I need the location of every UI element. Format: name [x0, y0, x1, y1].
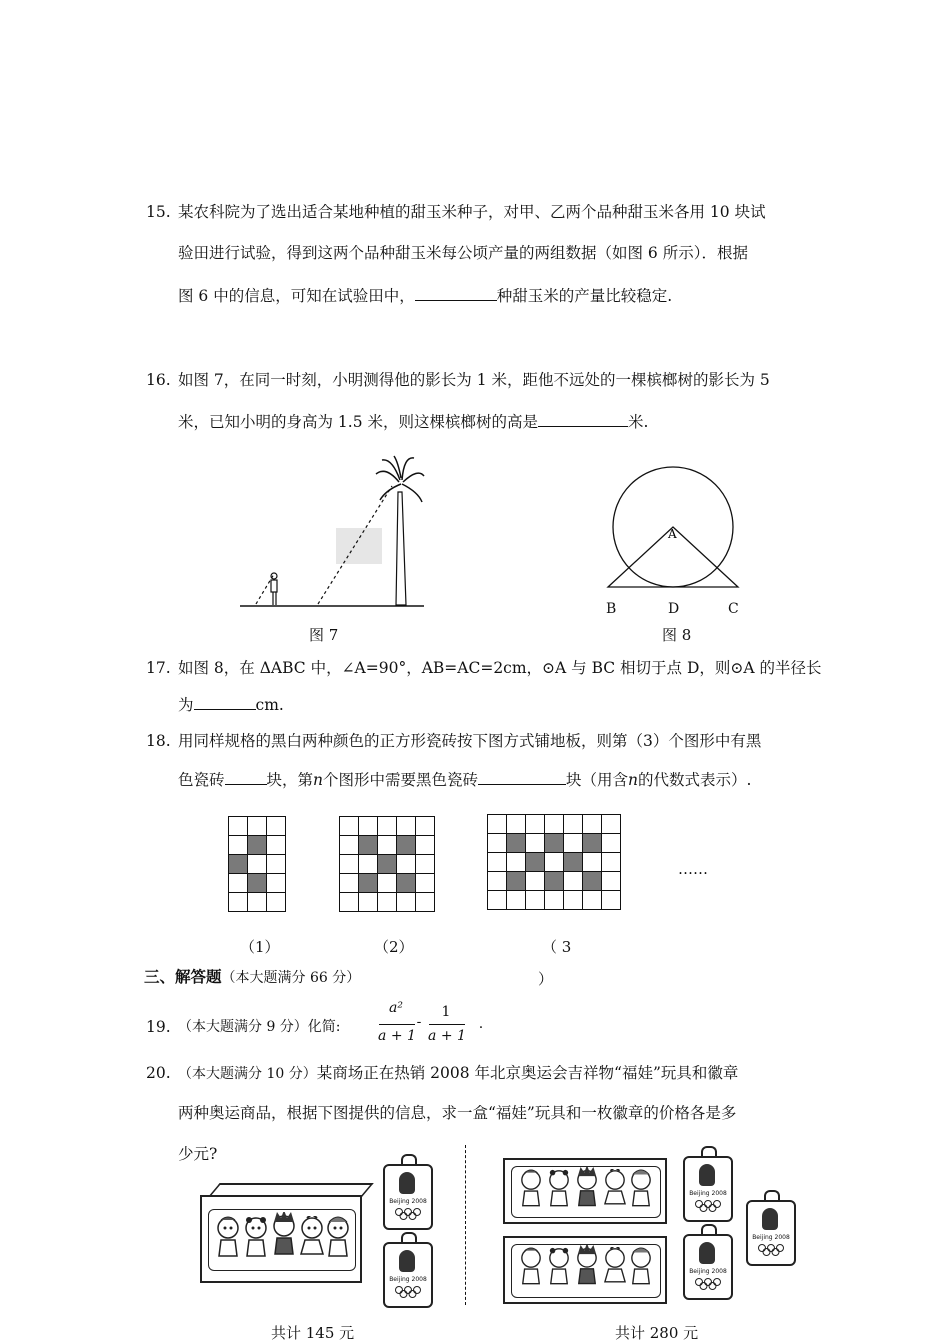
q20-total-left: 共计 145 元 — [271, 1324, 355, 1342]
tile-white — [415, 816, 435, 836]
badge-text: Beijing 2008 — [389, 1276, 427, 1283]
tile-white — [601, 852, 621, 872]
tile-caption-1: （1） — [240, 938, 280, 956]
tile-white — [339, 835, 359, 855]
tile-white — [358, 816, 378, 836]
tile-ellipsis: …… — [678, 860, 708, 878]
q17-line1: 如图 8，在 ΔABC 中，∠A=90°，AB=AC=2cm，⊙A 与 BC 相切于点 D，则⊙A 的半径长 — [178, 659, 822, 677]
tile-white — [415, 873, 435, 893]
badge-text: Beijing 2008 — [752, 1234, 790, 1241]
q15-answer-blank[interactable] — [415, 284, 497, 301]
q19-frac1-numerator — [378, 1000, 414, 1016]
fuwa-doll-icon — [628, 1169, 654, 1213]
fig8-label-b: B — [606, 601, 617, 617]
tile-white — [228, 873, 248, 893]
q17-answer-blank[interactable] — [194, 693, 256, 710]
mascot-box-right-1-panel — [511, 1166, 661, 1218]
tile-white — [525, 833, 545, 853]
tile-white — [487, 890, 507, 910]
tile-black — [563, 852, 583, 872]
q19-frac2-numerator: 1 — [441, 1004, 451, 1020]
tile-white — [339, 892, 359, 912]
q17-line2-start: 为 — [178, 696, 194, 714]
q19-frac1-den-text: a + 1 — [378, 1028, 416, 1044]
q18-var-n-2: n — [628, 771, 639, 789]
tile-white — [487, 814, 507, 834]
badge-text: Beijing 2008 — [689, 1190, 727, 1197]
q19-frac2-den-text: a + 1 — [428, 1028, 466, 1044]
tile-black — [358, 835, 378, 855]
tile-white — [525, 890, 545, 910]
q15-number: 15. — [146, 203, 171, 221]
mascot-box-left-top — [208, 1183, 374, 1197]
fuwa-doll-icon — [546, 1247, 572, 1291]
tile-white — [266, 835, 286, 855]
fig7-person — [271, 573, 277, 605]
q20-number: 20. — [146, 1064, 171, 1082]
fuwa-doll-icon — [271, 1212, 297, 1260]
tile-white — [377, 873, 397, 893]
q15-line1: 某农科院为了选出适合某地种植的甜玉米种子，对甲、乙两个品种甜玉米各用 10 块试 — [178, 203, 766, 221]
tile-white — [247, 892, 267, 912]
q19-minus: - — [416, 1014, 422, 1030]
section3-heading — [144, 966, 360, 989]
fuwa-doll-icon — [574, 1245, 600, 1289]
fuwa-doll-icon — [602, 1247, 628, 1291]
tile-white — [563, 890, 583, 910]
q16-line2 — [178, 410, 648, 433]
tile-white — [415, 892, 435, 912]
q16-answer-blank[interactable] — [538, 410, 628, 427]
q19-frac1-denominator — [378, 1028, 416, 1044]
badge-icon — [683, 1234, 733, 1300]
fuwa-doll-icon — [602, 1169, 628, 1213]
badge-text: Beijing 2008 — [689, 1268, 727, 1275]
badge-icon — [746, 1200, 796, 1266]
q20-divider — [465, 1145, 466, 1305]
q18-blank-1[interactable] — [225, 768, 267, 785]
section3-note: （本大题满分 66 分） — [221, 970, 361, 986]
tile-white — [506, 814, 526, 834]
tile-white — [582, 814, 602, 834]
tile-white — [266, 854, 286, 874]
q18-blank-2[interactable] — [478, 768, 566, 785]
fig7-caption: 图 7 — [309, 626, 339, 644]
tile-black — [247, 873, 267, 893]
tile-white — [396, 816, 416, 836]
tile-white — [339, 816, 359, 836]
tile-white — [544, 890, 564, 910]
tile-white — [487, 871, 507, 891]
tile-white — [377, 835, 397, 855]
tile-white — [266, 816, 286, 836]
badge-icon — [383, 1164, 433, 1230]
mascot-box-right-1 — [503, 1158, 667, 1224]
tile-black — [582, 833, 602, 853]
tile-white — [228, 892, 248, 912]
fig7-palm-tree — [376, 456, 424, 605]
tile-white — [506, 852, 526, 872]
q20-total-right: 共计 280 元 — [615, 1324, 699, 1342]
tile-black — [228, 854, 248, 874]
q20-line1-text: 某商场正在热销 2008 年北京奥运会吉祥物“福娃”玩具和徽章 — [316, 1064, 739, 1082]
fig7-diagram — [236, 452, 428, 612]
q15-line3-start: 图 6 中的信息，可知在试验田中， — [178, 287, 415, 305]
q19-frac1-num-text: a² — [389, 1000, 403, 1016]
tile-white — [582, 890, 602, 910]
q20-line3: 少元? — [178, 1145, 218, 1163]
q19-number: 19. — [146, 1018, 171, 1036]
tile-white — [525, 871, 545, 891]
fig7-shade — [336, 528, 382, 564]
tile-caption-3: （ 3 — [542, 938, 572, 956]
tile-white — [228, 816, 248, 836]
q18-line2-mid3: 块（用含 — [566, 771, 629, 789]
fuwa-doll-icon — [215, 1216, 241, 1264]
q16-line2-end: 米. — [628, 413, 649, 431]
tile-black — [377, 854, 397, 874]
q15-line3 — [178, 284, 672, 307]
tile-black — [506, 871, 526, 891]
tile-caption-3-close: ） — [538, 970, 554, 988]
q19-period: . — [478, 1016, 484, 1032]
tile-black — [396, 873, 416, 893]
tile-white — [601, 833, 621, 853]
tile-white — [266, 892, 286, 912]
tile-caption-2: （2） — [374, 938, 414, 956]
tile-white — [525, 814, 545, 834]
tile-black — [358, 873, 378, 893]
q18-line2-end: 的代数式表示）. — [638, 771, 752, 789]
tile-black — [396, 835, 416, 855]
q18-line2-mid: 块，第 — [266, 771, 314, 789]
q15-line3-end: 种甜玉米的产量比较稳定. — [496, 287, 673, 305]
tile-white — [339, 854, 359, 874]
tile-black — [525, 852, 545, 872]
tile-white — [247, 854, 267, 874]
fuwa-doll-icon — [299, 1216, 325, 1264]
q19-frac2-bar — [429, 1024, 465, 1025]
q18-line2-mid2: 个图形中需要黑色瓷砖 — [323, 771, 479, 789]
tile-white — [544, 814, 564, 834]
section3-title: 三、解答题 — [144, 967, 222, 986]
q18-line2-start: 色瓷砖 — [178, 771, 225, 789]
fuwa-doll-icon — [518, 1247, 544, 1291]
q18-var-n: n — [313, 771, 324, 789]
badge-icon — [683, 1156, 733, 1222]
tile-white — [601, 814, 621, 834]
fuwa-doll-icon — [243, 1216, 269, 1264]
tile-black — [247, 835, 267, 855]
q18-line2 — [178, 768, 751, 791]
tile-white — [396, 854, 416, 874]
q20-line2: 两种奥运商品，根据下图提供的信息，求一盒“福娃”玩具和一枚徽章的价格各是多 — [178, 1104, 737, 1122]
badge-text: Beijing 2008 — [389, 1198, 427, 1205]
tile-white — [582, 852, 602, 872]
tile-white — [563, 833, 583, 853]
tile-white — [487, 833, 507, 853]
tile-black — [506, 833, 526, 853]
q15-line2: 验田进行试验，得到这两个品种甜玉米每公顷产量的两组数据（如图 6 所示）．根据 — [178, 244, 748, 262]
fuwa-doll-icon — [325, 1216, 351, 1264]
fuwa-doll-icon — [518, 1169, 544, 1213]
tile-white — [247, 816, 267, 836]
tile-black — [544, 871, 564, 891]
fig8-label-d: D — [668, 601, 680, 617]
fig8-diagram — [600, 460, 750, 595]
tile-white — [339, 873, 359, 893]
tile-white — [506, 890, 526, 910]
tile-white — [266, 873, 286, 893]
q16-number: 16. — [146, 371, 171, 389]
q16-line2-start: 米，已知小明的身高为 1.5 米，则这棵槟榔树的高是 — [178, 413, 539, 431]
mascot-box-left — [200, 1195, 362, 1283]
tile-white — [563, 871, 583, 891]
q19-frac2-denominator — [428, 1028, 466, 1044]
q18-number: 18. — [146, 732, 171, 750]
tile-white — [358, 892, 378, 912]
fig8-label-a: A — [668, 527, 677, 541]
tile-white — [563, 814, 583, 834]
tile-black — [544, 833, 564, 853]
q18-line1: 用同样规格的黑白两种颜色的正方形瓷砖按下图方式铺地板，则第（3）个图形中有黑 — [178, 732, 762, 750]
tile-white — [544, 852, 564, 872]
fuwa-doll-icon — [628, 1247, 654, 1291]
tile-white — [377, 816, 397, 836]
fuwa-doll-icon — [546, 1169, 572, 1213]
mascot-box-right-2-panel — [511, 1244, 661, 1298]
tile-white — [415, 854, 435, 874]
tile-white — [228, 835, 248, 855]
tile-white — [601, 871, 621, 891]
tile-white — [415, 835, 435, 855]
q17-number: 17. — [146, 659, 171, 677]
q20-score-note: （本大题满分 10 分） — [178, 1066, 317, 1082]
badge-icon — [383, 1242, 433, 1308]
fig8-caption: 图 8 — [662, 626, 692, 644]
tile-black — [582, 871, 602, 891]
tile-white — [601, 890, 621, 910]
q17-line2 — [178, 693, 284, 716]
q19-frac1-bar — [379, 1024, 415, 1025]
tile-white — [377, 892, 397, 912]
mascot-box-right-2 — [503, 1236, 667, 1304]
fuwa-doll-icon — [574, 1167, 600, 1211]
tile-white — [396, 892, 416, 912]
tile-white — [487, 852, 507, 872]
fig8-label-c: C — [728, 601, 739, 617]
q16-line1: 如图 7，在同一时刻，小明测得他的影长为 1 米，距他不远处的一棵槟榔树的影长为 5 — [178, 371, 770, 389]
q20-line1 — [178, 1062, 738, 1085]
mascot-box-left-panel — [208, 1209, 356, 1271]
q19-text: （本大题满分 9 分）化简: — [178, 1019, 341, 1035]
tile-white — [358, 854, 378, 874]
q17-line2-end: cm. — [255, 696, 284, 714]
